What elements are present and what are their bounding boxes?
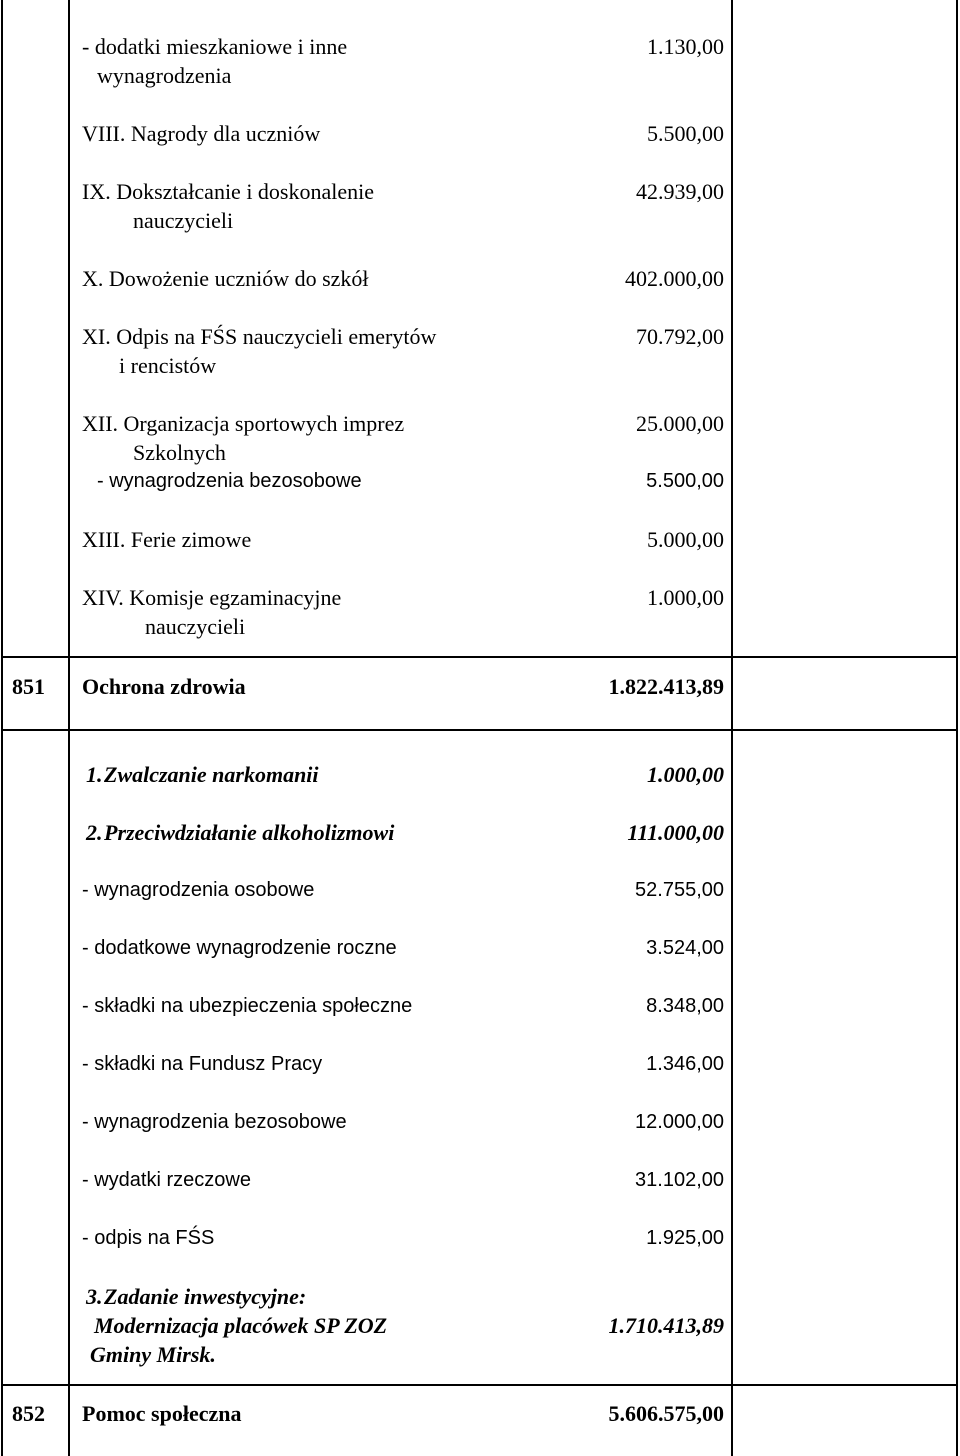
row-amount: 5.500,00 — [647, 121, 724, 146]
row-label: X. Dowożenie uczniów do szkół — [82, 266, 369, 291]
row-label: - składki na ubezpieczenia społeczne — [82, 995, 413, 1017]
row-amount: 5.500,00 — [646, 470, 724, 492]
row-label: XI. Odpis na FŚS nauczycieli emerytów — [82, 324, 437, 349]
row-label: IX. Dokształcanie i doskonalenie — [82, 179, 375, 204]
row-label: - wynagrodzenia bezosobowe — [97, 470, 362, 492]
section-amount: 5.606.575,00 — [608, 1401, 724, 1426]
row-divider — [1, 656, 958, 658]
row-divider — [1, 1384, 958, 1386]
row-label: Przeciwdziałanie alkoholizmowi — [104, 820, 395, 845]
row-number: 1. — [86, 762, 103, 787]
section-amount: 1.822.413,89 — [608, 674, 724, 699]
row-amount: 25.000,00 — [636, 411, 724, 436]
row-amount: 70.792,00 — [636, 324, 724, 349]
row-label-continued: nauczycieli — [145, 614, 246, 639]
row-amount: 31.102,00 — [635, 1169, 724, 1191]
row-label: - dodatkowe wynagrodzenie roczne — [82, 937, 397, 959]
row-amount: 3.524,00 — [646, 937, 724, 959]
row-amount: 1.130,00 — [647, 34, 724, 59]
row-amount: 42.939,00 — [636, 179, 724, 204]
row-label: XIII. Ferie zimowe — [82, 527, 252, 552]
section-title: Pomoc społeczna — [82, 1401, 242, 1426]
row-label: XII. Organizacja sportowych imprez — [82, 411, 405, 436]
row-label: Zadanie inwestycyjne: — [104, 1284, 307, 1309]
row-amount: 1.710.413,89 — [608, 1313, 724, 1338]
column-divider-amount — [731, 0, 733, 1456]
row-label-continued: Modernizacja placówek SP ZOZ — [94, 1313, 388, 1338]
row-label: - odpis na FŚS — [82, 1227, 215, 1249]
row-amount: 1.925,00 — [646, 1227, 724, 1249]
row-label: - wynagrodzenia bezosobowe — [82, 1111, 347, 1133]
row-label-continued: nauczycieli — [133, 208, 234, 233]
table-border-left — [1, 0, 3, 1456]
row-amount: 402.000,00 — [625, 266, 724, 291]
table-border-right — [956, 0, 958, 1456]
row-label: - wydatki rzeczowe — [82, 1169, 251, 1191]
row-label: - wynagrodzenia osobowe — [82, 879, 315, 901]
row-label-continued: i rencistów — [119, 353, 217, 378]
row-amount: 1.346,00 — [646, 1053, 724, 1075]
row-amount: 1.000,00 — [647, 762, 724, 787]
row-label-continued: Szkolnych — [133, 440, 226, 465]
row-label: - dodatki mieszkaniowe i inne — [82, 34, 348, 59]
section-code: 851 — [12, 674, 45, 699]
row-label-continued: Gminy Mirsk. — [90, 1342, 216, 1367]
section-title: Ochrona zdrowia — [82, 674, 246, 699]
row-amount: 5.000,00 — [647, 527, 724, 552]
row-amount: 8.348,00 — [646, 995, 724, 1017]
row-amount: 12.000,00 — [635, 1111, 724, 1133]
row-label: VIII. Nagrody dla uczniów — [82, 121, 321, 146]
section-code: 852 — [12, 1401, 45, 1426]
row-amount: 52.755,00 — [635, 879, 724, 901]
row-number: 3. — [86, 1284, 103, 1309]
row-amount: 1.000,00 — [647, 585, 724, 610]
row-number: 2. — [86, 820, 103, 845]
row-label: XIV. Komisje egzaminacyjne — [82, 585, 342, 610]
row-label: Zwalczanie narkomanii — [104, 762, 319, 787]
column-divider-code — [68, 0, 70, 1456]
row-divider — [1, 729, 958, 731]
row-label: - składki na Fundusz Pracy — [82, 1053, 323, 1075]
row-label-continued: wynagrodzenia — [97, 63, 232, 88]
row-amount: 111.000,00 — [627, 820, 724, 845]
